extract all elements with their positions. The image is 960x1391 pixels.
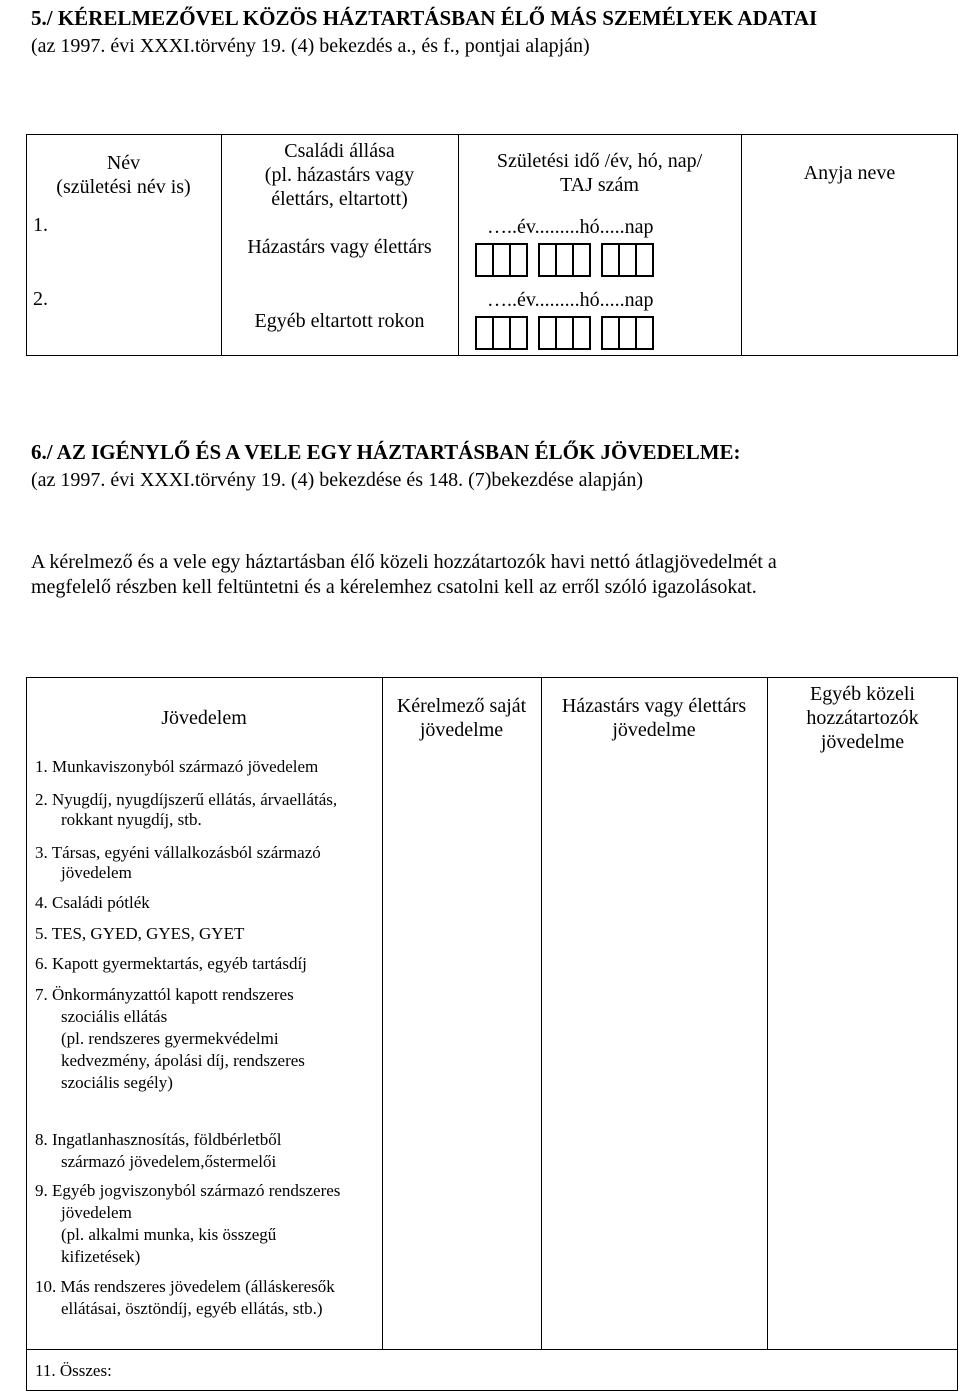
section6-paragraph-line2: megfelelő részben kell feltüntetni és a kérelemhez csatolni kell az erről szóló igazolásokat.: [31, 576, 757, 598]
income-row-8: 8. Ingatlanhasznosítás, földbérletből származó jövedelem,őstermelői: [35, 1130, 282, 1171]
birth-date-header: Születési idő /év, hó, nap/ TAJ szám: [496, 150, 703, 196]
income-row-9: 9. Egyéb jogviszonyból származó rendszeres jövedelem (pl. alkalmi munka, kis összegű kifizetések): [35, 1181, 341, 1266]
taj-digit-group: [538, 243, 589, 277]
income-table-divider: [382, 677, 383, 1349]
name-header: Név (születési név is): [56, 152, 191, 198]
taj-digit-box[interactable]: [509, 243, 528, 277]
taj-digit-group: [601, 243, 652, 277]
row2-taj-boxes[interactable]: [475, 316, 652, 350]
income-total-label: 11. Összes:: [35, 1361, 112, 1380]
applicant-income-header: Kérelmező saját jövedelme: [396, 695, 527, 741]
family-status-header: Családi állása (pl. házastárs vagy élettárs, eltartott): [264, 140, 415, 210]
taj-digit-box[interactable]: [572, 316, 591, 350]
income-row-7: 7. Önkormányzattól kapott rendszeres szociális ellátás (pl. rendszeres gyermekvédelmi kedvezmény, ápolási díj, rendszeres szociális segély): [35, 985, 305, 1092]
section5-subtitle: (az 1997. évi XXXI.törvény 19. (4) bekezdés a., és f., pontjai alapján): [31, 35, 590, 57]
income-row-1: 1. Munkaviszonyból származó jövedelem: [35, 757, 319, 776]
income-column-header: Jövedelem: [161, 707, 247, 729]
mother-name-header: Anyja neve: [803, 162, 896, 184]
section6-subtitle: (az 1997. évi XXXI.törvény 19. (4) bekezdése és 148. (7)bekezdése alapján): [31, 469, 643, 491]
row2-number: 2.: [33, 288, 48, 310]
taj-digit-group: [475, 316, 526, 350]
income-table-divider: [541, 677, 542, 1349]
section6-paragraph-line1: A kérelmező és a vele egy háztartásban élő közeli hozzátartozók havi nettó átlagjövedelmét a: [31, 551, 777, 573]
income-row-4: 4. Családi pótlék: [35, 893, 150, 912]
taj-digit-box[interactable]: [509, 316, 528, 350]
taj-digit-box[interactable]: [635, 243, 654, 277]
income-table-divider: [767, 677, 768, 1349]
other-relatives-income-header: Egyéb közeli hozzátartozók jövedelme: [806, 683, 919, 753]
taj-digit-group: [601, 316, 652, 350]
row1-taj-boxes[interactable]: [475, 243, 652, 277]
section5-title: 5./ KÉRELMEZŐVEL KÖZÖS HÁZTARTÁSBAN ÉLŐ MÁS SZEMÉLYEK ADATAI: [31, 6, 818, 30]
taj-digit-group: [538, 316, 589, 350]
spouse-income-header: Házastárs vagy élettárs jövedelme: [561, 695, 747, 741]
section6-title: 6./ AZ IGÉNYLŐ ÉS A VELE EGY HÁZTARTÁSBAN ÉLŐK JÖVEDELME:: [31, 440, 741, 464]
taj-digit-box[interactable]: [572, 243, 591, 277]
row1-family-status: Házastárs vagy élettárs: [247, 236, 432, 258]
income-row-2: 2. Nyugdíj, nyugdíjszerű ellátás, árvaellátás, rokkant nyugdíj, stb.: [35, 790, 338, 829]
row2-family-status: Egyéb eltartott rokon: [254, 310, 425, 332]
income-row-3: 3. Társas, egyéni vállalkozásból származó jövedelem: [35, 843, 321, 882]
taj-digit-box[interactable]: [635, 316, 654, 350]
taj-digit-group: [475, 243, 526, 277]
income-row-5: 5. TES, GYED, GYES, GYET: [35, 924, 245, 943]
row2-date-template: …..év.........hó.....nap: [487, 289, 654, 311]
row1-number: 1.: [33, 214, 48, 236]
income-row-6: 6. Kapott gyermektartás, egyéb tartásdíj: [35, 954, 307, 973]
income-row-10: 10. Más rendszeres jövedelem (álláskeresők ellátásai, ösztöndíj, egyéb ellátás, stb.): [35, 1277, 335, 1318]
row1-date-template: …..év.........hó.....nap: [487, 216, 654, 238]
income-total-separator: [26, 1349, 958, 1350]
